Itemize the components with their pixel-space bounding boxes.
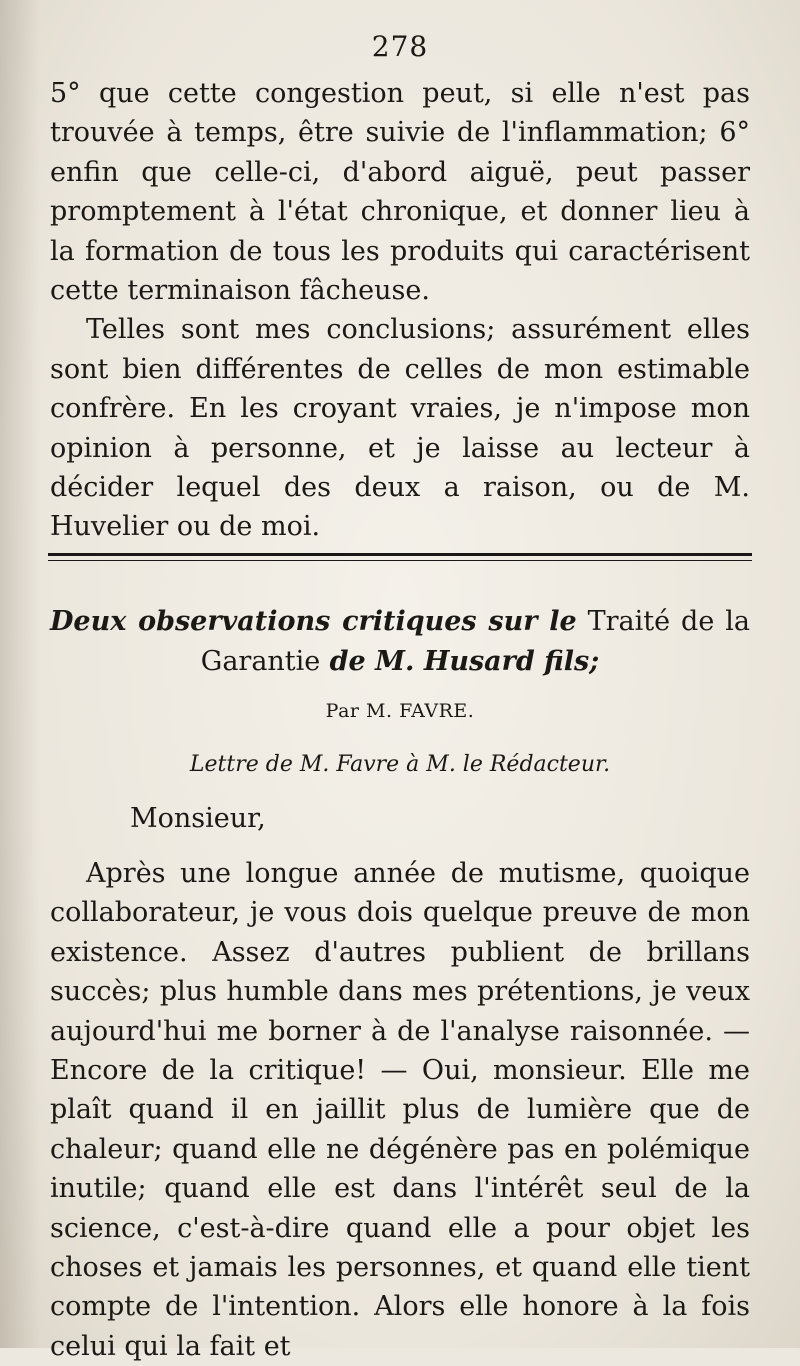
article-title [50,602,750,682]
letter-heading: Lettre de M. Favre à M. le Rédacteur. [189,752,611,777]
article-byline: Par M. FAVRE. [325,700,475,722]
letter-paragraph: Après une longue année de mutisme, quoique collaborateur, je vous dois quelque preuve de mon existence. Assez d'autres publient de brillans succès; plus humble dans mes prétentions, je veux aujourd'hui me borner à de l'analyse raisonnée. — Encore de la critique! — Oui, monsieur. Elle me plaît quand il en jaillit plus de lumière que de chaleur; quand elle ne dégénère pas en polémique inutile; quand elle est dans l'intérêt seul de la science, c'est-à-dire quand elle a pour objet les choses et jamais les personnes, et quand elle tient compte de l'intention. Alors elle honore à la fois celui qui la fait et [50,858,750,1362]
conclusion-points-paragraph: 5° que cette congestion peut, si elle n'est pas trouvée à temps, être suivie de l'inflammation; 6° enfin que celle-ci, d'abord aiguë, peut passer promptement à l'état chronique, et donner lieu à la formation de tous les produits qui caractérisent cette terminaison fâcheuse. [50,78,750,307]
article-title-roman-part: Traité de la Garantie [200,606,750,677]
previous-article-text [50,74,750,547]
letter-salutation: Monsieur, [130,803,266,834]
article-title-italic-part: Deux observations critiques sur le [50,606,577,637]
page-gutter-shadow [0,0,40,1348]
page-number: 278 [371,30,429,63]
article-title-author-part: de M. Husard fils; [320,646,600,677]
section-divider-rule [48,553,752,559]
conclusion-paragraph: Telles sont mes conclusions; assurément elles sont bien différentes de celles de mon estimable confrère. En les croyant vraies, je n'impose mon opinion à personne, et je laisse au lecteur à décider lequel des deux a raison, ou de M. Huvelier ou de moi. [50,314,750,543]
letter-body [50,854,750,1366]
